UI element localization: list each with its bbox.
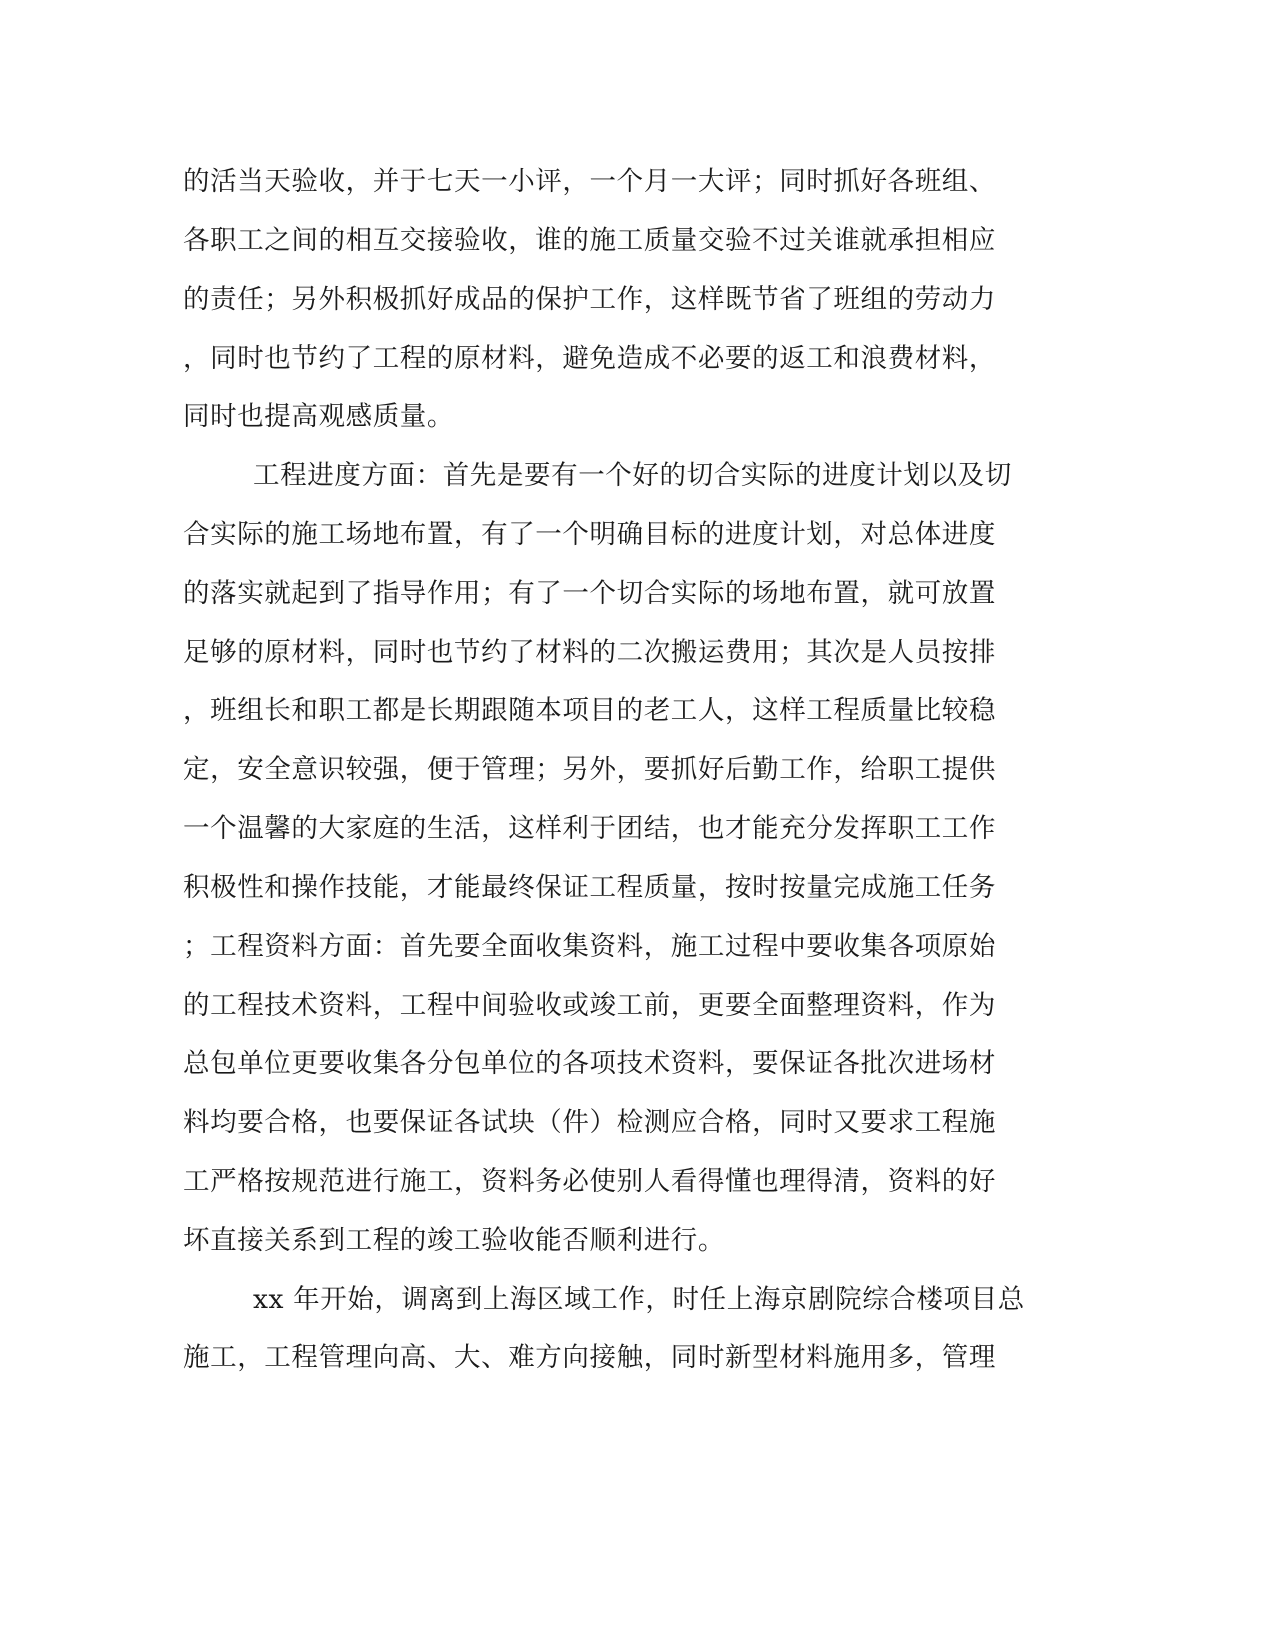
paragraph-2-line-14: 坏直接关系到工程的竣工验收能否顺利进行。 [183,1225,725,1256]
paragraph-2-line-8: 积极性和操作技能，才能最终保证工程质量，按时按量完成施工任务 [183,872,996,903]
paragraph-2-line-3: 的落实就起到了指导作用；有了一个切合实际的场地布置，就可放置 [183,578,996,609]
paragraph-2-line-1: 工程进度方面：首先是要有一个好的切合实际的进度计划以及切 [253,460,1012,491]
paragraph-1-line-1: 的活当天验收，并于七天一小评，一个月一大评；同时抓好各班组、 [183,166,996,197]
paragraph-3-line-1: xx 年开始，调离到上海区域工作，时任上海京剧院综合楼项目总 [253,1284,1025,1315]
paragraph-2-line-5: ，班组长和职工都是长期跟随本项目的老工人，这样工程质量比较稳 [183,695,996,726]
paragraph-2-line-12: 料均要合格，也要保证各试块（件）检测应合格，同时又要求工程施 [183,1107,996,1138]
paragraph-2-line-10: 的工程技术资料，工程中间验收或竣工前，更要全面整理资料，作为 [183,990,996,1021]
paragraph-2-line-4: 足够的原材料，同时也节约了材料的二次搬运费用；其次是人员按排 [183,637,996,668]
paragraph-2-line-11: 总包单位更要收集各分包单位的各项技术资料，要保证各批次进场材 [183,1048,996,1079]
paragraph-2-line-9: ；工程资料方面：首先要全面收集资料，施工过程中要收集各项原始 [183,931,996,962]
paragraph-1-line-4: ，同时也节约了工程的原材料，避免造成不必要的返工和浪费材料， [183,343,996,374]
paragraph-1-line-5: 同时也提高观感质量。 [183,401,454,432]
paragraph-3-line-2: 施工，工程管理向高、大、难方向接触，同时新型材料施用多，管理 [183,1342,996,1373]
paragraph-2-line-6: 定，安全意识较强，便于管理；另外，要抓好后勤工作，给职工提供 [183,754,996,785]
paragraph-1-line-2: 各职工之间的相互交接验收，谁的施工质量交验不过关谁就承担相应 [183,225,996,256]
paragraph-1-line-3: 的责任；另外积极抓好成品的保护工作，这样既节省了班组的劳动力 [183,284,996,315]
paragraph-2-line-13: 工严格按规范进行施工，资料务必使别人看得懂也理得清，资料的好 [183,1166,996,1197]
paragraph-2-line-2: 合实际的施工场地布置，有了一个明确目标的进度计划，对总体进度 [183,519,996,550]
paragraph-2-line-7: 一个温馨的大家庭的生活，这样利于团结，也才能充分发挥职工工作 [183,813,996,844]
